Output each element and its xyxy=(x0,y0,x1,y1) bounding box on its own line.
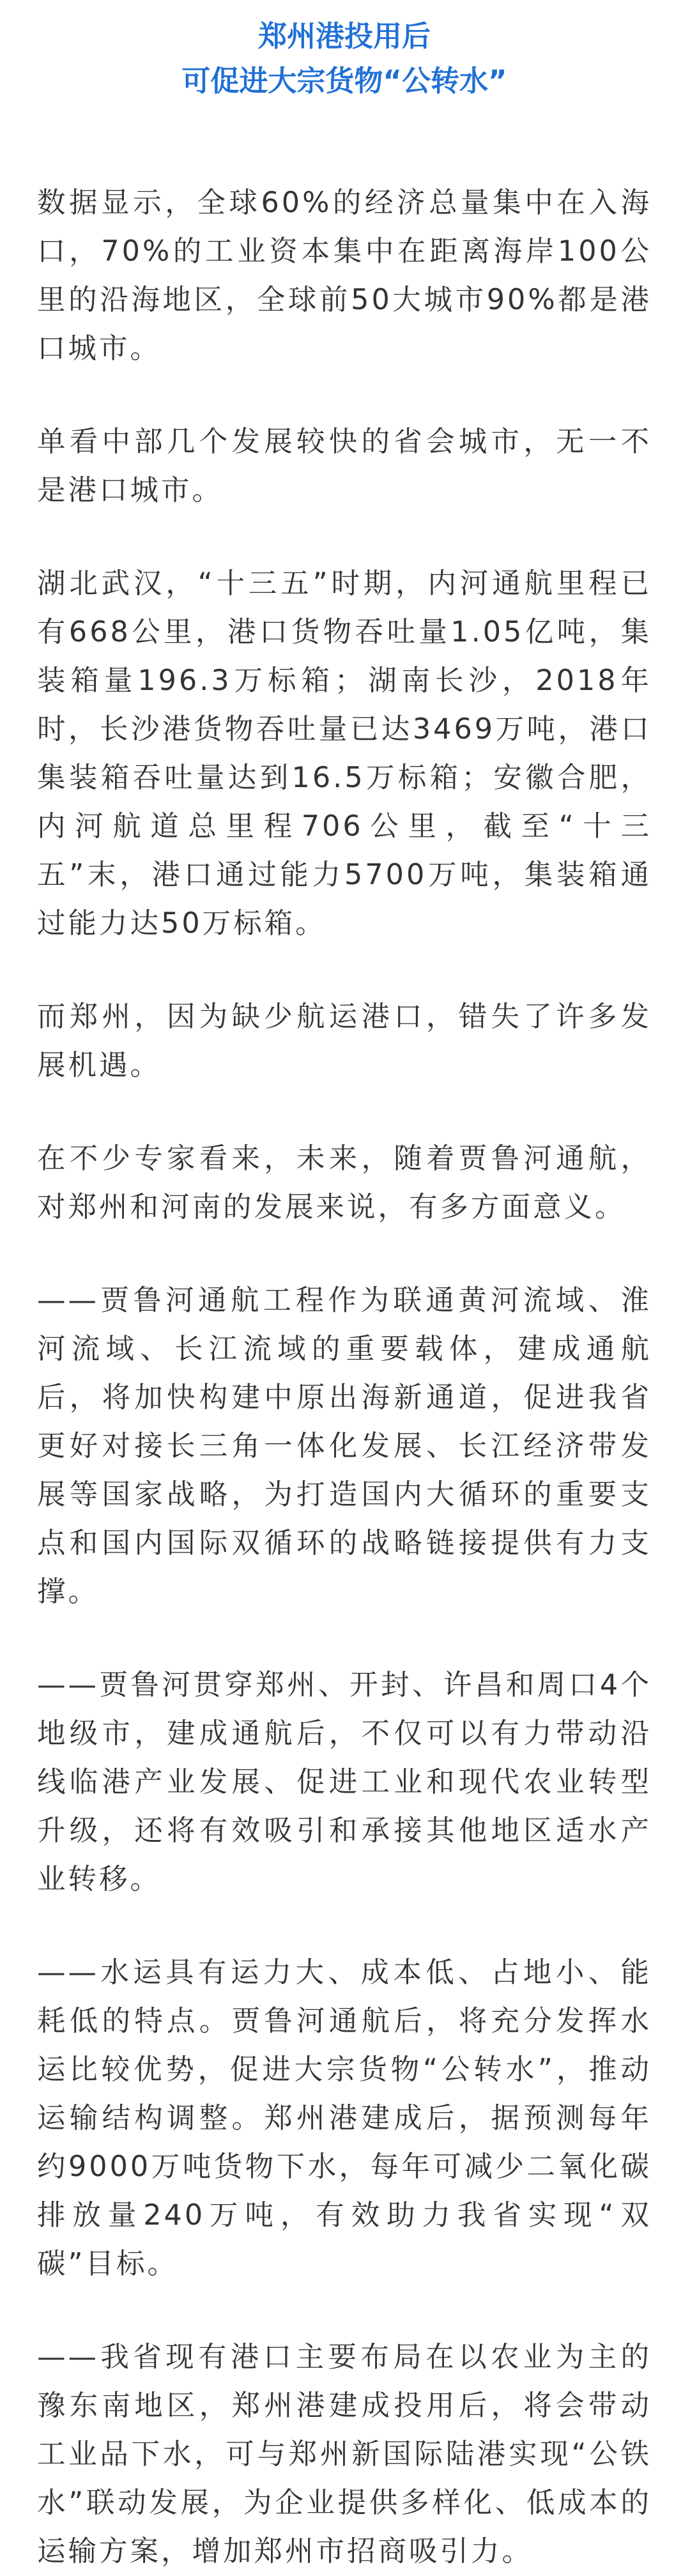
paragraph-expert-view: 在不少专家看来，未来，随着贾鲁河通航，对郑州和河南的发展来说，有多方面意义。 xyxy=(37,1142,652,1223)
article-title xyxy=(37,14,652,103)
paragraph-point-water-transport: ——水运具有运力大、成本低、占地小、能耗低的特点。贾鲁河通航后，将充分发挥水运比较优势，促进大宗货物“公转水”，推动运输结构调整。郑州港建成后，据预测每年约9000万吨货物下水，每年可减少二氧化碳排放量240万吨，有效助力我省实现“双碳”目标。 xyxy=(37,1956,652,2280)
paragraph-central-cities: 单看中部几个发展较快的省会城市，无一不是港口城市。 xyxy=(37,425,652,507)
paragraph-point-investment: ——我省现有港口主要布局在以农业为主的豫东南地区，郑州港建成投用后，将会带动工业品下水，可与郑州新国际陆港实现“公铁水”联动发展，为企业提供多样化、低成本的运输方案，增加郑州市招商吸引力。 xyxy=(37,2341,652,2568)
paragraph-wuhan-changsha-hefei: 湖北武汉，“十三五”时期，内河通航里程已有668公里，港口货物吞吐量1.05亿吨，集装箱量196.3万标箱；湖南长沙，2018年时，长沙港货物吞吐量已达3469万吨，港口集装箱吞吐量达到16.5万标箱；安徽合肥，内河航道总里程706公里，截至“十三五”末，港口通过能力5700万吨，集装箱通过能力达50万标箱。 xyxy=(37,567,652,940)
article-title-line-1: 郑州港投用后 xyxy=(257,19,431,53)
paragraph-zhengzhou-missed: 而郑州，因为缺少航运港口，错失了许多发展机遇。 xyxy=(37,1000,652,1082)
paragraph-point-channel: ——贾鲁河通航工程作为联通黄河流域、淮河流域、长江流域的重要载体，建成通航后，将加快构建中原出海新通道，促进我省更好对接长三角一体化发展、长江经济带发展等国家战略，为打造国内大循环的重要支点和国内国际双循环的战略链接提供有力支撑。 xyxy=(37,1284,652,1608)
article-title-line-2: 可促进大宗货物“公转水” xyxy=(181,64,507,98)
paragraph-global-ports: 数据显示，全球60%的经济总量集中在入海口，70%的工业资本集中在距离海岸100公里的沿海地区，全球前50大城市90%都是港口城市。 xyxy=(37,187,652,365)
paragraph-point-industry: ——贾鲁河贯穿郑州、开封、许昌和周口4个地级市，建成通航后，不仅可以有力带动沿线临港产业发展、促进工业和现代农业转型升级，还将有效吸引和承接其他地区适水产业转移。 xyxy=(37,1669,652,1896)
